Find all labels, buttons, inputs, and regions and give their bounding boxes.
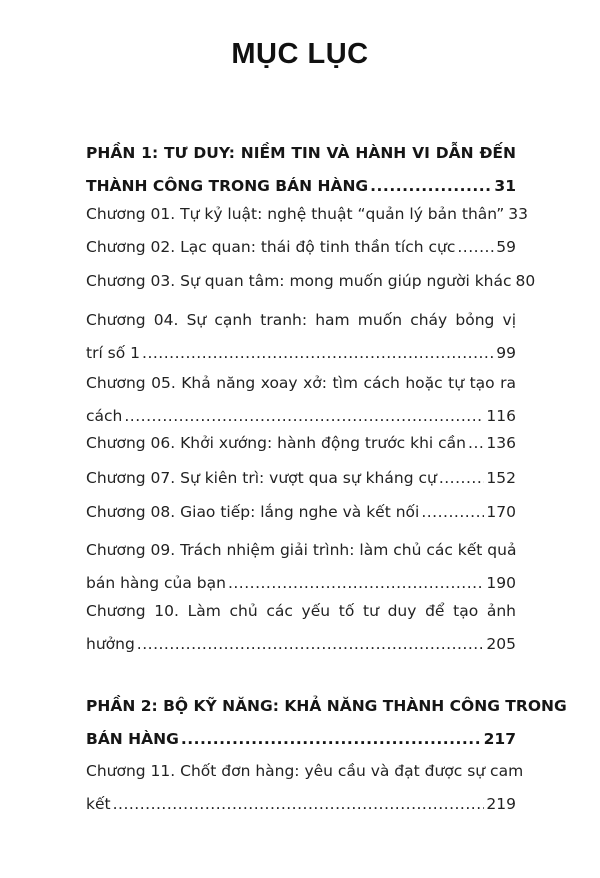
part-1-entry xyxy=(86,137,516,203)
chapter-08-entry xyxy=(86,496,516,529)
part-1-page-number: 31 xyxy=(494,177,516,195)
chapter-09-title-line-1: Chương 09. Trách nhiệm giải trình: làm chủ các kết quả xyxy=(86,541,517,559)
chapter-05-entry xyxy=(86,367,516,433)
chapter-01-page-number: 33 xyxy=(508,205,529,223)
dot-leader xyxy=(468,427,484,460)
part-2-title-text: BÁN HÀNG xyxy=(86,730,179,748)
chapter-03-page-number: 80 xyxy=(515,272,536,290)
chapter-09-entry xyxy=(86,534,516,600)
chapter-08-page-number: 170 xyxy=(486,503,516,521)
chapter-07-entry xyxy=(86,462,516,495)
chapter-07-title: Chương 07. Sự kiên trì: vượt qua sự kháng cự xyxy=(86,469,437,487)
chapter-11-page-number: 219 xyxy=(486,795,516,813)
dot-leader xyxy=(137,628,485,661)
chapter-02-page-number: 59 xyxy=(496,238,516,256)
chapter-02-title: Chương 02. Lạc quan: thái độ tinh thần tích cực xyxy=(86,238,456,256)
chapter-04-title-line-1: Chương 04. Sự cạnh tranh: ham muốn cháy bỏng vị xyxy=(86,311,516,329)
dot-leader xyxy=(439,462,485,495)
dot-leader xyxy=(142,337,494,370)
chapter-11-title-line-1: Chương 11. Chốt đơn hàng: yêu cầu và đạt được sự cam xyxy=(86,762,524,780)
chapter-09-title-text: bán hàng của bạn xyxy=(86,574,226,592)
chapter-06-title: Chương 06. Khởi xướng: hành động trước khi cần xyxy=(86,434,467,452)
chapter-11-title-text: kết xyxy=(86,795,111,813)
chapter-10-title-text: hưởng xyxy=(86,635,135,653)
chapter-10-page-number: 205 xyxy=(486,635,516,653)
dot-leader xyxy=(421,496,484,529)
page-title: MỤC LỤC xyxy=(231,38,369,70)
chapter-02-entry xyxy=(86,231,516,264)
chapter-10-entry xyxy=(86,595,516,661)
dot-leader xyxy=(457,231,494,264)
chapter-01-title: Chương 01. Tự kỷ luật: nghệ thuật “quản lý bản thân” xyxy=(86,205,505,223)
chapter-03-title: Chương 03. Sự quan tâm: mong muốn giúp người khác xyxy=(86,272,512,290)
part-2-entry xyxy=(86,690,567,756)
chapter-03-entry xyxy=(86,265,536,298)
part-2-title-line-2 xyxy=(86,723,516,756)
chapter-01-entry xyxy=(86,198,529,231)
chapter-06-page-number: 136 xyxy=(486,434,516,452)
part-1-title-line-1: PHẦN 1: TƯ DUY: NIỀM TIN VÀ HÀNH VI DẪN ĐẾN xyxy=(86,144,516,162)
chapter-04-entry xyxy=(86,304,516,370)
chapter-04-title-line-2 xyxy=(86,337,516,370)
part-2-title-line-1: PHẦN 2: BỘ KỸ NĂNG: KHẢ NĂNG THÀNH CÔNG TRONG xyxy=(86,697,567,715)
part-1-title-text: THÀNH CÔNG TRONG BÁN HÀNG xyxy=(86,177,369,195)
chapter-06-entry xyxy=(86,427,516,460)
dot-leader xyxy=(181,723,482,756)
chapter-07-page-number: 152 xyxy=(486,469,516,487)
chapter-04-title-text: trí số 1 xyxy=(86,344,141,362)
chapter-09-page-number: 190 xyxy=(486,574,516,592)
chapter-05-title-text: cách xyxy=(86,407,123,425)
part-2-page-number: 217 xyxy=(483,730,516,748)
chapter-05-page-number: 116 xyxy=(486,407,516,425)
dot-leader xyxy=(113,788,485,821)
chapter-11-title-line-2 xyxy=(86,788,516,821)
chapter-05-title-line-1: Chương 05. Khả năng xoay xở: tìm cách hoặc tự tạo ra xyxy=(86,374,516,392)
chapter-11-entry xyxy=(86,755,524,821)
chapter-04-page-number: 99 xyxy=(496,344,516,362)
chapter-08-title: Chương 08. Giao tiếp: lắng nghe và kết nối xyxy=(86,503,420,521)
chapter-10-title-line-2 xyxy=(86,628,516,661)
chapter-10-title-line-1: Chương 10. Làm chủ các yếu tố tư duy để tạo ảnh xyxy=(86,602,516,620)
